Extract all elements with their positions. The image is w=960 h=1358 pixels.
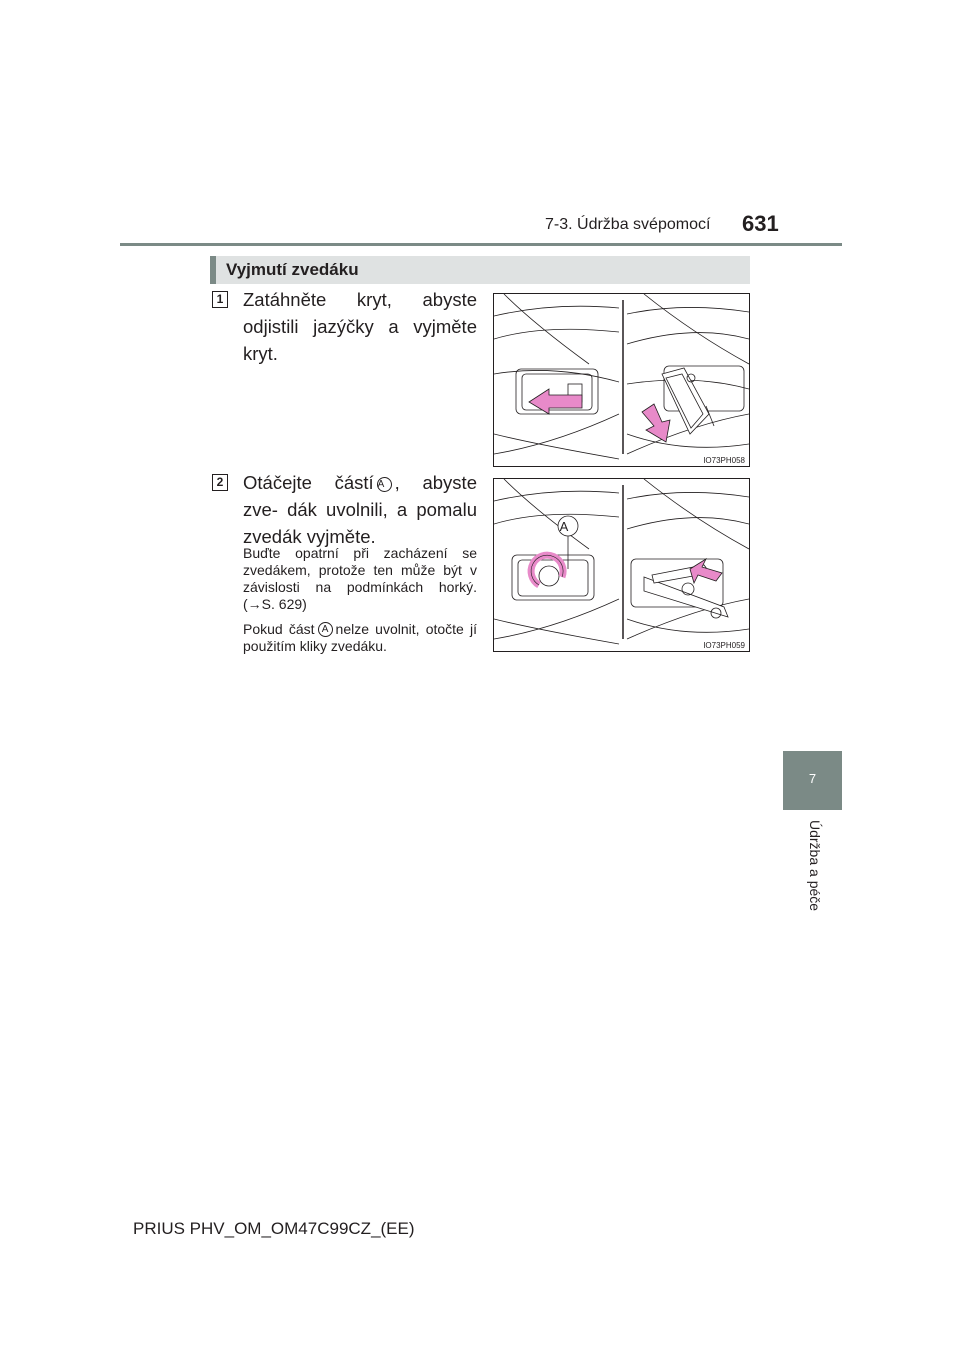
page-number: 631 [742,211,779,236]
step-2-text [243,469,477,550]
chapter-label: Údržba a péče [807,820,823,912]
note-handle-end: nelze uvolnit, otočte jí použitím kliky zvedáku. [243,621,478,654]
part-a-marker-note: A [318,622,333,637]
part-a-marker: A [377,477,392,492]
step-2-text-end: , abyste zve- dák uvolnili, a pomalu zvedák vyjměte. [243,472,477,547]
step-number-2: 2 [212,474,228,491]
step-2-note-hot: Buďte opatrní při zacházení se zvedákem, protože ten může být v závislosti na podmínkách horký. (→S. 629) [243,545,477,612]
chapter-tab [783,751,842,810]
figure-remove-cover [493,293,750,467]
figure-remove-jack-drawing [494,479,749,651]
header-divider [120,243,842,246]
step-number-1: 1 [212,291,228,308]
figure-code: IO73PH059 [703,641,745,650]
step-1-text: Zatáhněte kryt, abyste odjistili jazýčky a vyjměte kryt. [243,289,477,364]
section-title: Vyjmutí zvedáku [226,260,359,279]
chapter-number: 7 [808,771,817,786]
step-2-text-start: Otáčejte částí [243,472,374,493]
running-header: 7-3. Údržba svépomocí [545,216,711,233]
section-heading [210,256,750,284]
note-handle-start: Pokud část [243,621,315,637]
section-heading-accent [210,256,216,284]
figure-code: IO73PH058 [703,456,745,465]
figure-remove-jack [493,478,750,652]
step-2-note-handle [243,621,477,655]
figure-remove-cover-drawing [494,294,749,466]
footer-document-code: PRIUS PHV_OM_OM47C99CZ_(EE) [133,1219,415,1238]
figure-label-a: A [559,519,569,534]
